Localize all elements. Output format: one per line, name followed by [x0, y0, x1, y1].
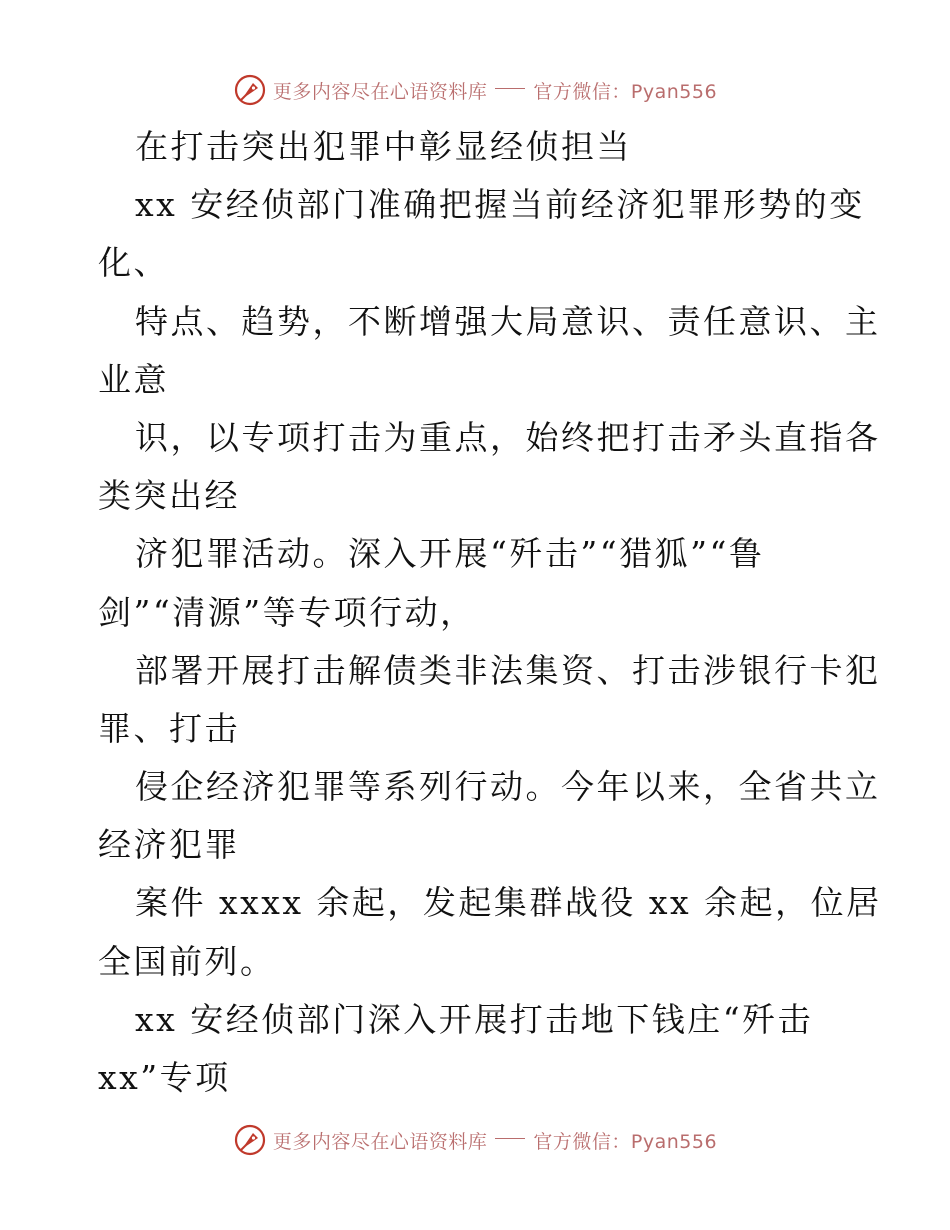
- paragraph-line: 化、: [98, 243, 169, 283]
- paragraph-line: 案件 xxxx 余起，发起集群战役 xx 余起，位居: [135, 883, 882, 923]
- watermark-dash: [495, 1138, 525, 1139]
- watermark-dash: [495, 88, 525, 89]
- paragraph-line: 济犯罪活动。深入开展“歼击”“猎狐”“鲁: [135, 534, 765, 574]
- document-body: [98, 118, 882, 1107]
- paragraph-line: 业意: [98, 359, 169, 399]
- pen-nib-logo-icon: [233, 1123, 267, 1157]
- watermark-text: 更多内容尽在心语资料库: [272, 1130, 488, 1153]
- watermark-header: [0, 70, 950, 110]
- paragraph-line: 部署开展打击解债类非法集资、打击涉银行卡犯: [135, 650, 881, 690]
- paragraph-line: 类突出经: [98, 476, 240, 516]
- watermark-contact: 官方微信：Pyan556: [533, 1130, 718, 1153]
- paragraph-line: 罪、打击: [98, 708, 240, 748]
- watermark-contact: 官方微信：Pyan556: [533, 80, 718, 103]
- document-title: 在打击突出犯罪中彰显经侦担当: [135, 127, 632, 166]
- watermark-footer: [0, 1120, 950, 1160]
- paragraph-line: 全国前列。: [98, 941, 276, 981]
- watermark-text: 更多内容尽在心语资料库: [272, 80, 488, 103]
- paragraph-line: xx 安经侦部门深入开展打击地下钱庄“歼击: [135, 999, 814, 1039]
- paragraph-line: xx 安经侦部门准确把握当前经济犯罪形势的变: [135, 185, 865, 225]
- paragraph-line: 剑”“清源”等专项行动，: [98, 592, 476, 632]
- paragraph-line: 经济犯罪: [98, 825, 240, 865]
- paragraph-line: xx”专项: [98, 1058, 231, 1097]
- paragraph-line: 识，以专项打击为重点，始终把打击矛头直指各: [135, 417, 881, 457]
- paragraph-line: 侵企经济犯罪等系列行动。今年以来，全省共立: [135, 767, 881, 807]
- paragraph-line: 特点、趋势，不断增强大局意识、责任意识、主: [135, 301, 881, 341]
- pen-nib-logo-icon: [233, 73, 267, 107]
